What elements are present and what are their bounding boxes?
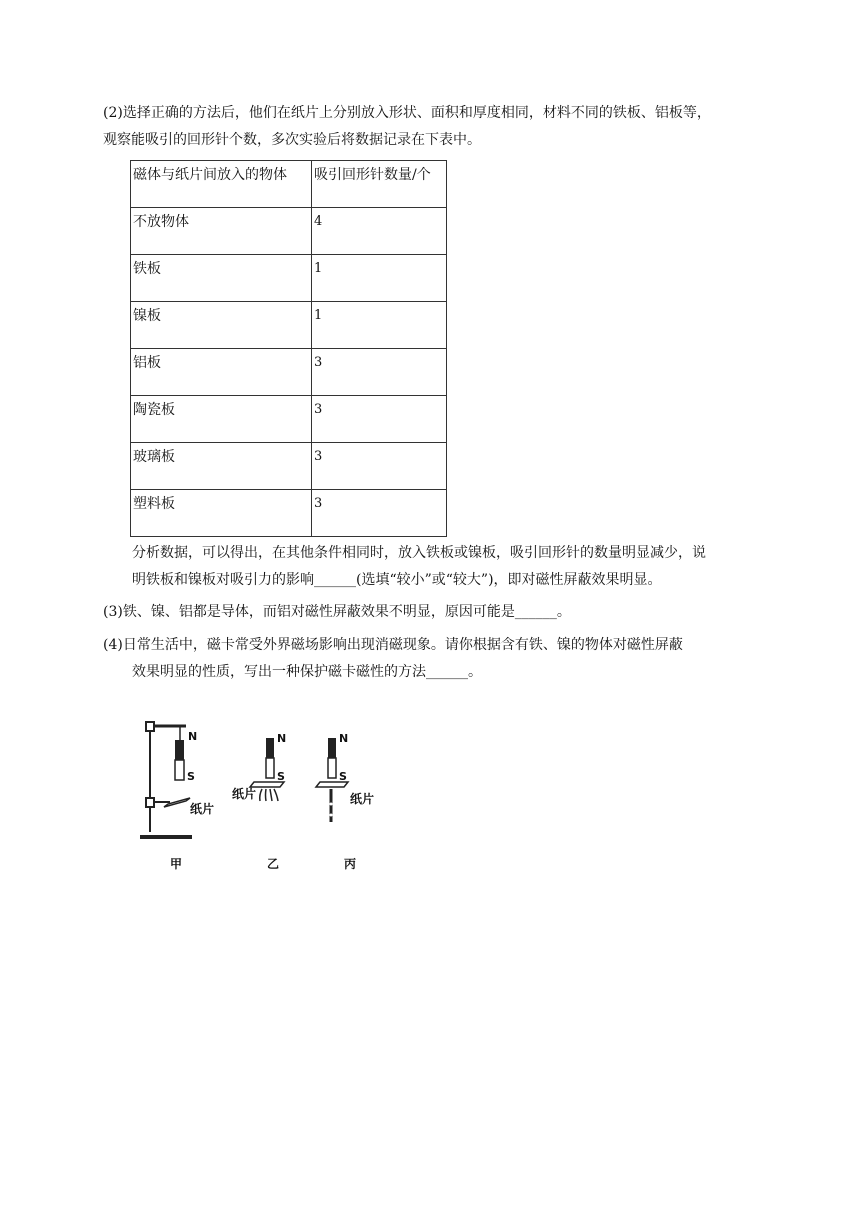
- magnet-bing: [328, 738, 336, 778]
- magnet-yi: [266, 738, 274, 778]
- table-cell-count: 4: [312, 208, 447, 255]
- table-row: [131, 302, 447, 349]
- pole-n-label: N: [188, 730, 198, 743]
- paper-label: 纸片: [350, 792, 375, 806]
- analysis-line-1: 分析数据，可以得出，在其他条件相同时，放入铁板或镍板，吸引回形针的数量明显减少，说: [132, 545, 706, 561]
- experiment-figure: [130, 712, 400, 877]
- table-cell-item: 陶瓷板: [131, 396, 312, 443]
- table-row: [131, 349, 447, 396]
- table-cell-item: 不放物体: [131, 208, 312, 255]
- question-4-line-1: (4)日常生活中，磁卡常受外界磁场影响出现消磁现象。请你根据含有铁、镍的物体对磁性屏蔽: [103, 637, 683, 653]
- table-cell-item: 铁板: [131, 255, 312, 302]
- table-cell-item: 镍板: [131, 302, 312, 349]
- question-2-line-1: (2)选择正确的方法后，他们在纸片上分别放入形状、面积和厚度相同，材料不同的铁板、铝板等，: [103, 105, 711, 121]
- table-row: [131, 443, 447, 490]
- analysis-text: [132, 540, 762, 594]
- table-cell-item: 铝板: [131, 349, 312, 396]
- caption-bing: 丙: [344, 857, 357, 871]
- table-cell-item: 塑料板: [131, 490, 312, 537]
- caption-jia: 甲: [170, 857, 183, 871]
- question-4-text: [103, 632, 763, 686]
- table-header: 吸引回形针数量/个: [312, 161, 447, 208]
- pole-s-label: S: [187, 770, 195, 783]
- paper-label: 纸片: [190, 802, 215, 816]
- table-cell-item: 玻璃板: [131, 443, 312, 490]
- pole-n-label: N: [277, 732, 287, 745]
- magnet-jia: [175, 740, 184, 780]
- table-cell-count: 3: [312, 396, 447, 443]
- table-header-row: [131, 161, 447, 208]
- table-row: [131, 255, 447, 302]
- table-cell-count: 3: [312, 490, 447, 537]
- question-2-line-2: 观察能吸引的回形针个数，多次实验后将数据记录在下表中。: [103, 132, 481, 148]
- question-3-line-1: (3)铁、镍、铝都是导体，而铝对磁性屏蔽效果不明显，原因可能是______。: [103, 604, 571, 620]
- question-2-text: [103, 100, 763, 154]
- table-cell-count: 1: [312, 302, 447, 349]
- question-3-text: [103, 599, 763, 626]
- paper-bing: [316, 782, 348, 822]
- table-cell-count: 3: [312, 349, 447, 396]
- table-header: 磁体与纸片间放入的物体: [131, 161, 312, 208]
- table-row: [131, 208, 447, 255]
- pole-s-label: S: [339, 770, 347, 783]
- paper-label: 纸片: [232, 787, 257, 801]
- analysis-line-2: 明铁板和镍板对吸引力的影响______(选填“较小”或“较大”)，即对磁性屏蔽效果明显。: [132, 572, 662, 588]
- data-table: [130, 160, 447, 537]
- table-cell-count: 3: [312, 443, 447, 490]
- question-4-line-2: 效果明显的性质，写出一种保护磁卡磁性的方法______。: [132, 664, 482, 680]
- pole-s-label: S: [277, 770, 285, 783]
- table-cell-count: 1: [312, 255, 447, 302]
- table-row: [131, 396, 447, 443]
- caption-yi: 乙: [267, 857, 280, 871]
- table-row: [131, 490, 447, 537]
- pole-n-label: N: [339, 732, 349, 745]
